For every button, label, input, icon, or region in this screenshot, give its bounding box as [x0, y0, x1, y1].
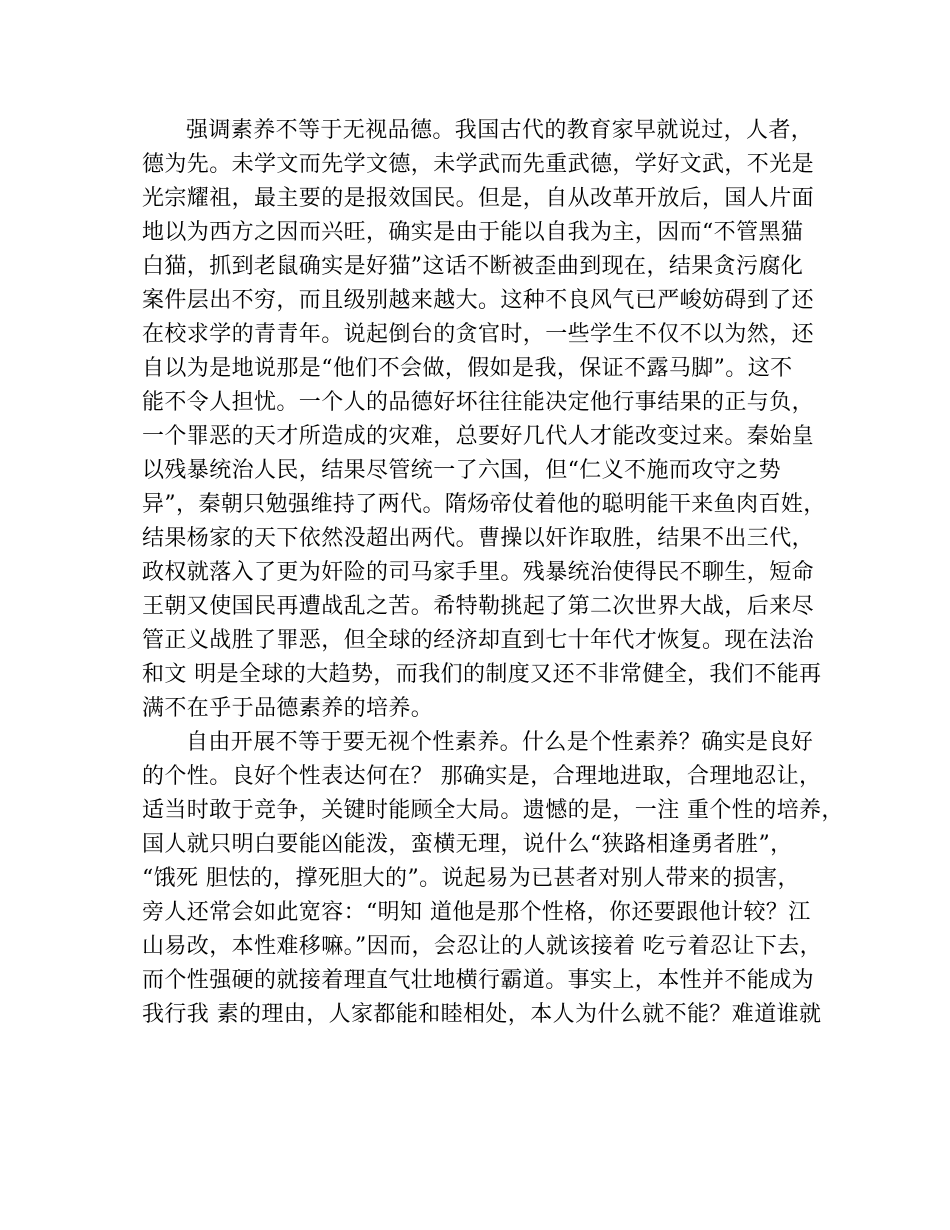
text-line: 王朝又使国民再遭战乱之苦。希特勒挑起了第二次世界大战，后来尽 [142, 594, 815, 619]
text-line: 异”，秦朝只勉强维持了两代。隋炀帝仗着他的聪明能干来鱼肉百姓， [142, 492, 826, 517]
text-line: 适当时敢于竞争，关键时能顾全大局。遗憾的是，一注 重个性的培养， [142, 798, 844, 823]
text-line: 自由开展不等于要无视个性素养。什么是个性素养？确实是良好 [186, 730, 814, 755]
text-line: 强调素养不等于无视品德。我国古代的教育家早就说过，人者， [186, 118, 814, 143]
document-page [142, 114, 844, 1032]
text-line: 的个性。良好个性表达何在？ 那确实是，合理地进取，合理地忍让， [142, 764, 822, 789]
text-line: 案件层出不穷，而且级别越来越大。这种不良风气已严峻妨碍到了还 [142, 288, 815, 313]
text-line: 能不令人担忧。一个人的品德好坏往往能决定他行事结果的正与负， [142, 390, 815, 415]
paragraph-1 [142, 114, 826, 726]
text-line: 我行我 素的理由，人家都能和睦相处，本人为什么就不能？难道谁就 [142, 1002, 822, 1027]
text-line: 光宗耀祖，最主要的是报效国民。但是，自从改革开放后，国人片面 [142, 186, 815, 211]
text-line: 管正义战胜了罪恶，但全球的经济却直到七十年代才恢复。现在法治 [142, 628, 815, 653]
text-line: 在校求学的青青年。说起倒台的贪官时，一些学生不仅不以为然，还 [142, 322, 815, 347]
text-line: 结果杨家的天下依然没超出两代。曹操以奸诈取胜，结果不出三代， [142, 526, 815, 551]
paragraph-2 [142, 726, 844, 1032]
text-line: 白猫，抓到老鼠确实是好猫”这话不断被歪曲到现在，结果贪污腐化 [142, 254, 804, 279]
text-line: 而个性强硬的就接着理直气壮地横行霸道。事实上，本性并不能成为 [142, 968, 815, 993]
text-line: 和文 明是全球的大趋势，而我们的制度又还不非常健全，我们不能再 [142, 662, 822, 687]
text-line: 政权就落入了更为奸险的司马家手里。残暴统治使得民不聊生，短命 [142, 560, 815, 585]
text-line: 德为先。未学文而先学文德，未学武而先重武德，学好文武，不光是 [142, 152, 815, 177]
text-line: 国人就只明白要能凶能泼，蛮横无理，说什么“狭路相逢勇者胜”， [142, 832, 793, 857]
text-line: 地以为西方之因而兴旺，确实是由于能以自我为主，因而“不管黑猫 [142, 220, 804, 245]
text-line: 以残暴统治人民，结果尽管统一了六国，但“仁义不施而攻守之势 [142, 458, 781, 483]
text-line: 一个罪恶的天才所造成的灾难，总要好几代人才能改变过来。秦始皇 [142, 424, 815, 449]
text-line: 旁人还常会如此宽容：“明知 道他是那个性格，你还要跟他计较？江 [142, 900, 811, 925]
text-line: 自以为是地说那是“他们不会做，假如是我，保证不露马脚”。这不 [142, 356, 793, 381]
text-line: 满不在乎于品德素养的培养。 [142, 696, 434, 721]
text-line: 山易改，本性难移嘛。”因而，会忍让的人就该接着 吃亏着忍让下去， [142, 934, 823, 959]
text-line: “饿死 胆怯的，撑死胆大的”。说起易为已甚者对别人带来的损害， [142, 866, 800, 891]
